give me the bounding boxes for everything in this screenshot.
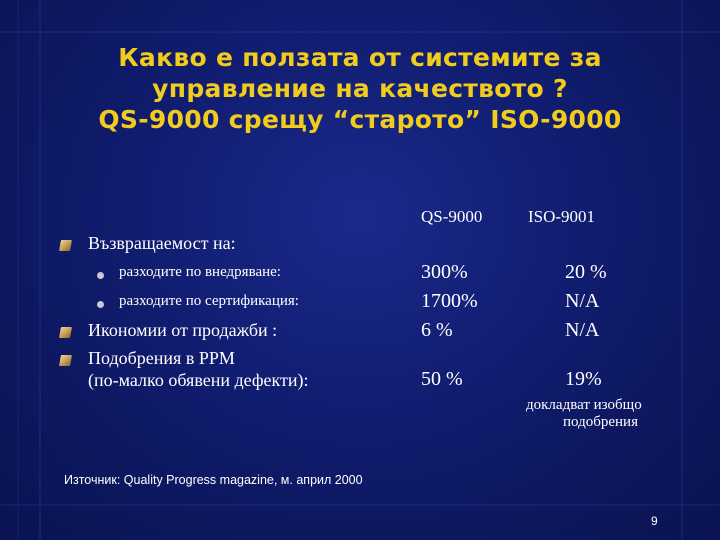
ppm-label-line-2: (по-малко обявени дефекти): [88, 370, 309, 390]
bullet-icon [59, 327, 72, 338]
qs-ppm-value: 50 % [421, 368, 463, 390]
bullet-icon [59, 355, 72, 366]
qs-implementation-value: 300% [421, 261, 468, 283]
column-header-iso9001: ISO-9001 [528, 207, 596, 226]
savings-label: Икономии от продажби : [88, 320, 278, 340]
bullet-icon [59, 240, 72, 251]
title-line-2: управление на качеството ? [152, 74, 568, 103]
certification-label: разходите по сертификация: [119, 293, 299, 309]
page-number: 9 [651, 514, 658, 528]
iso-ppm-value: 19% [565, 368, 602, 390]
note-line-2: подобрения [563, 414, 638, 430]
iso-implementation-value: 20 % [565, 261, 607, 283]
note-line-1: докладват изобщо [526, 397, 642, 413]
bullet-dot-icon [97, 272, 104, 279]
title-line-3: QS-9000 срещу “старото” ISO-9000 [98, 105, 622, 134]
implementation-label: разходите по внедряване: [119, 264, 281, 280]
title-line-1: Какво е ползата от системите за [118, 43, 602, 72]
bullet-dot-icon [97, 301, 104, 308]
returns-label: Възвращаемост на: [88, 233, 236, 253]
source-citation: Източник: Quality Progress magazine, м. април 2000 [64, 473, 363, 487]
iso-certification-value: N/A [565, 290, 600, 312]
qs-certification-value: 1700% [421, 290, 478, 312]
qs-savings-value: 6 % [421, 319, 453, 341]
iso-savings-value: N/A [565, 319, 600, 341]
column-header-qs9000: QS-9000 [421, 207, 483, 226]
slide-title [40, 42, 680, 135]
ppm-label-line-1: Подобрения в PPM [88, 348, 235, 368]
